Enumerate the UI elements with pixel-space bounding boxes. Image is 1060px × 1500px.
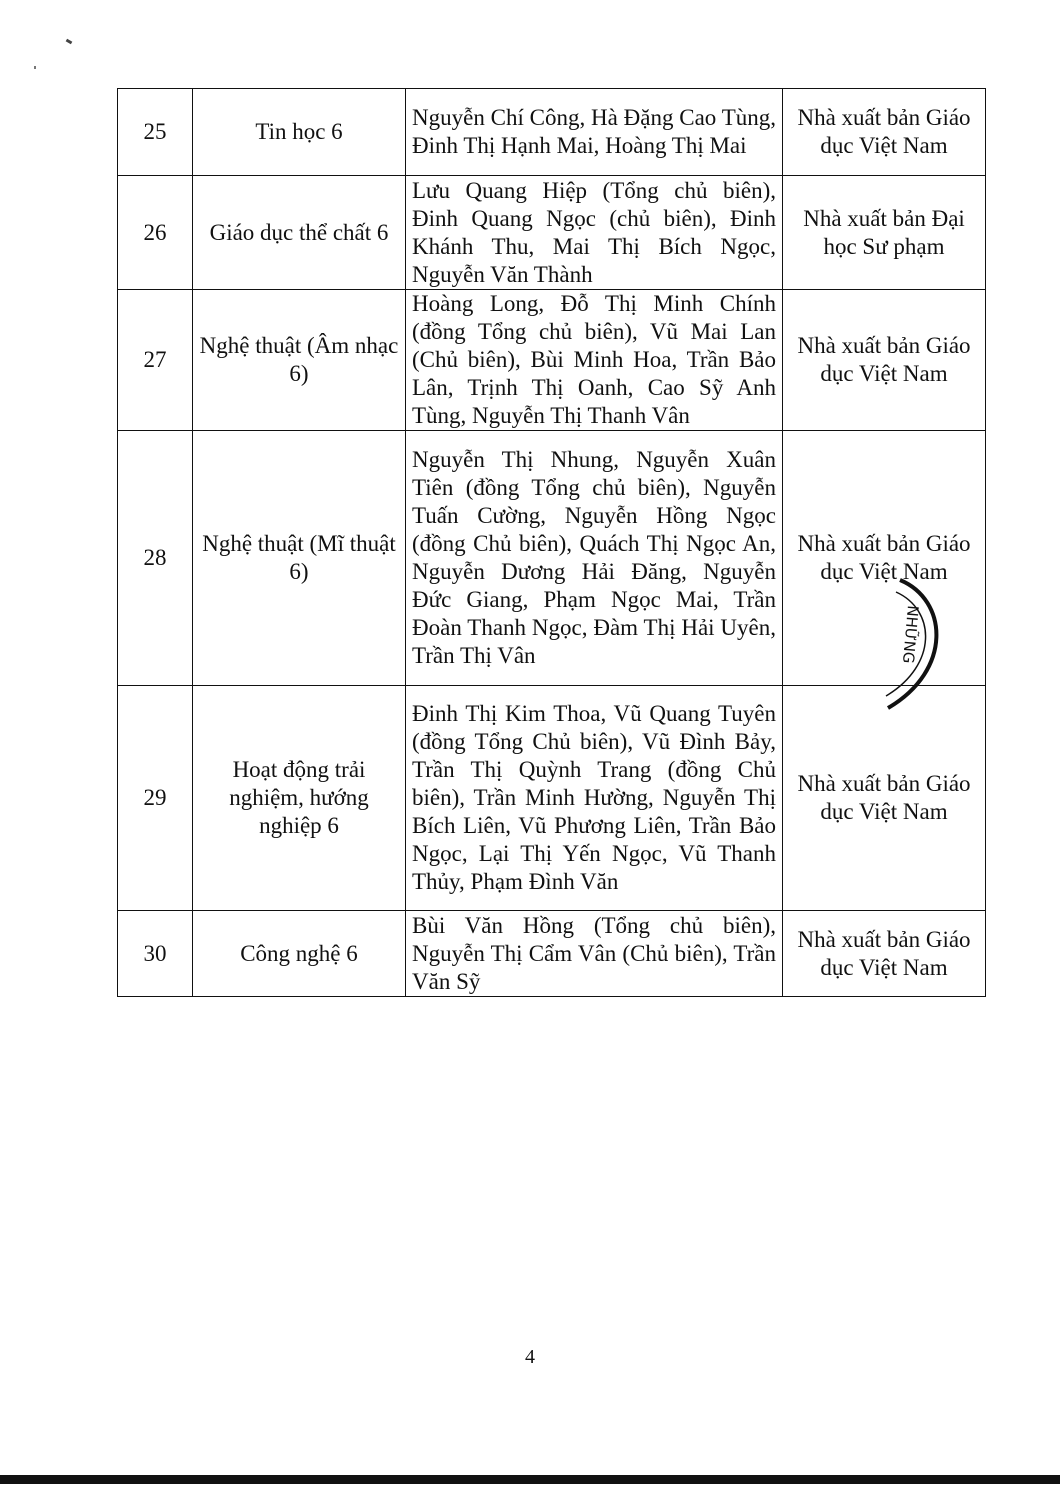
book-publisher: Nhà xuất bản Giáo dục Việt Nam xyxy=(783,686,986,911)
book-title: Tin học 6 xyxy=(193,89,406,176)
book-title: Hoạt động trải nghiệm, hướng nghiệp 6 xyxy=(193,686,406,911)
scan-edge-bar xyxy=(0,1475,1060,1484)
book-title: Nghệ thuật (Mĩ thuật 6) xyxy=(193,431,406,686)
book-publisher: Nhà xuất bản Giáo dục Việt Nam xyxy=(783,431,986,686)
book-publisher: Nhà xuất bản Giáo dục Việt Nam xyxy=(783,290,986,431)
book-authors: Nguyễn Thị Nhung, Nguyễn Xuân Tiên (đồng Tổng chủ biên), Nguyễn Tuấn Cường, Nguyễn Hồng Ngọc (đồng Chủ biên), Quách Thị Ngọc An, Nguyễn Dương Hải Đăng, Nguyễn Đức Giang, Phạm Ngọc Mai, Trần Đoàn Thanh Ngọc, Đàm Thị Hải Uyên, Trần Thị Vân xyxy=(406,431,783,686)
official-stamp-fragment xyxy=(838,540,988,720)
book-authors: Bùi Văn Hồng (Tổng chủ biên), Nguyễn Thị Cẩm Vân (Chủ biên), Trần Văn Sỹ xyxy=(406,911,783,997)
stamp-fragment-text: NHỮNG xyxy=(898,604,922,665)
table-row xyxy=(118,911,986,997)
book-authors: Lưu Quang Hiệp (Tổng chủ biên), Đinh Quang Ngọc (chủ biên), Đinh Khánh Thu, Mai Thị Bích Ngọc, Nguyễn Văn Thành xyxy=(406,176,783,290)
book-authors: Nguyễn Chí Công, Hà Đặng Cao Tùng, Đinh Thị Hạnh Mai, Hoàng Thị Mai xyxy=(406,89,783,176)
book-title: Nghệ thuật (Âm nhạc 6) xyxy=(193,290,406,431)
row-number: 27 xyxy=(118,290,193,431)
book-publisher: Nhà xuất bản Đại học Sư phạm xyxy=(783,176,986,290)
table-row xyxy=(118,290,986,431)
row-number: 26 xyxy=(118,176,193,290)
page-number: 4 xyxy=(525,1346,535,1368)
book-authors: Đinh Thị Kim Thoa, Vũ Quang Tuyên (đồng Tổng Chủ biên), Vũ Đình Bảy, Trần Thị Quỳnh Trang (đồng Chủ biên), Trần Minh Hường, Nguyễn Thị Bích Liên, Vũ Phương Liên, Trần Bảo Ngọc, Lại Thị Yến Ngọc, Vũ Thanh Thủy, Phạm Đình Văn xyxy=(406,686,783,911)
scan-speck xyxy=(66,39,73,45)
book-publisher: Nhà xuất bản Giáo dục Việt Nam xyxy=(783,89,986,176)
row-number: 29 xyxy=(118,686,193,911)
scan-speck xyxy=(34,66,36,69)
book-title: Công nghệ 6 xyxy=(193,911,406,997)
book-authors: Hoàng Long, Đỗ Thị Minh Chính (đồng Tổng chủ biên), Vũ Mai Lan (Chủ biên), Bùi Minh Hoa, Trần Bảo Lân, Trịnh Thị Oanh, Cao Sỹ Anh Tùng, Nguyễn Thị Thanh Vân xyxy=(406,290,783,431)
table-row xyxy=(118,89,986,176)
row-number: 28 xyxy=(118,431,193,686)
table-row xyxy=(118,176,986,290)
book-title: Giáo dục thể chất 6 xyxy=(193,176,406,290)
row-number: 25 xyxy=(118,89,193,176)
book-publisher: Nhà xuất bản Giáo dục Việt Nam xyxy=(783,911,986,997)
row-number: 30 xyxy=(118,911,193,997)
